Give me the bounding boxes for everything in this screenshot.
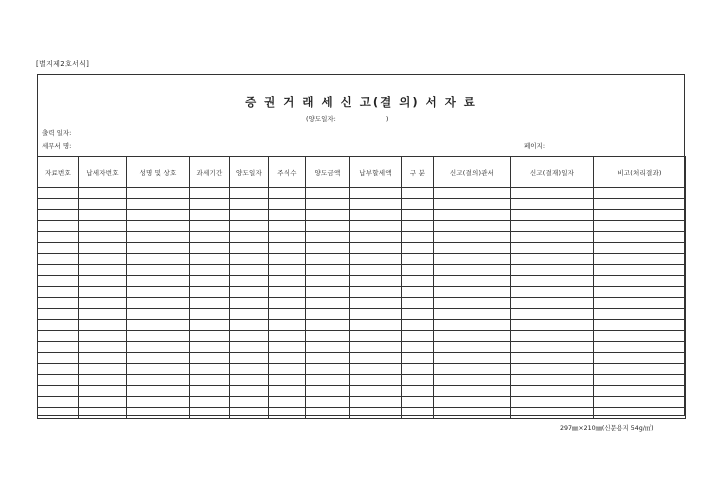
table-cell — [350, 265, 402, 276]
table-cell — [269, 375, 306, 386]
column-header-category: 구 분 — [402, 157, 434, 188]
transfer-date-close: ) — [385, 115, 389, 123]
table-cell — [434, 364, 511, 375]
table-cell — [269, 210, 306, 221]
table-cell — [402, 408, 434, 419]
table-cell — [511, 375, 594, 386]
table-cell — [594, 210, 686, 221]
table-cell — [434, 199, 511, 210]
table-cell — [594, 331, 686, 342]
table-cell — [402, 232, 434, 243]
table-cell — [511, 287, 594, 298]
table-cell — [269, 243, 306, 254]
table-cell — [190, 254, 230, 265]
table-cell — [190, 375, 230, 386]
table-row — [38, 276, 686, 287]
table-cell — [402, 364, 434, 375]
table-cell — [79, 298, 127, 309]
table-cell — [190, 287, 230, 298]
page-number-label: 페이지: — [524, 142, 546, 150]
table-cell — [190, 243, 230, 254]
table-cell — [306, 298, 350, 309]
table-cell — [350, 408, 402, 419]
table-cell — [594, 342, 686, 353]
table-cell — [434, 342, 511, 353]
table-cell — [350, 232, 402, 243]
column-header-filing-date: 신고(결재)일자 — [511, 157, 594, 188]
table-row — [38, 375, 686, 386]
table-cell — [79, 276, 127, 287]
table-cell — [402, 243, 434, 254]
table-cell — [306, 287, 350, 298]
table-cell — [511, 320, 594, 331]
column-header-shares: 주식수 — [269, 157, 306, 188]
table-cell — [79, 364, 127, 375]
table-cell — [38, 298, 79, 309]
table-cell — [230, 243, 269, 254]
table-cell — [38, 408, 79, 419]
table-cell — [350, 320, 402, 331]
table-cell — [127, 386, 190, 397]
table-cell — [306, 397, 350, 408]
output-date-label: 출력 일자: — [42, 129, 72, 137]
table-cell — [350, 386, 402, 397]
table-cell — [190, 309, 230, 320]
table-cell — [127, 408, 190, 419]
table-cell — [190, 188, 230, 199]
table-cell — [230, 298, 269, 309]
table-cell — [594, 408, 686, 419]
table-cell — [38, 386, 79, 397]
table-cell — [230, 210, 269, 221]
table-cell — [38, 309, 79, 320]
table-cell — [402, 331, 434, 342]
table-cell — [79, 210, 127, 221]
table-cell — [594, 243, 686, 254]
table-cell — [511, 408, 594, 419]
table-cell — [79, 232, 127, 243]
table-cell — [434, 232, 511, 243]
table-cell — [350, 342, 402, 353]
transfer-date-line — [306, 114, 388, 123]
table-cell — [190, 221, 230, 232]
table-cell — [402, 188, 434, 199]
table-cell — [190, 353, 230, 364]
table-cell — [350, 397, 402, 408]
table-cell — [306, 408, 350, 419]
table-cell — [38, 188, 79, 199]
table-cell — [79, 243, 127, 254]
table-cell — [190, 397, 230, 408]
table-cell — [350, 309, 402, 320]
table-cell — [79, 408, 127, 419]
table-row — [38, 210, 686, 221]
table-cell — [269, 397, 306, 408]
table-cell — [127, 221, 190, 232]
table-cell — [306, 320, 350, 331]
table-cell — [511, 199, 594, 210]
table-cell — [594, 375, 686, 386]
table-cell — [269, 232, 306, 243]
table-cell — [38, 254, 79, 265]
table-cell — [350, 298, 402, 309]
table-cell — [402, 265, 434, 276]
report-title: 증 권 거 래 세 신 고(결 의) 서 자 료 — [245, 95, 477, 109]
table-cell — [511, 254, 594, 265]
table-cell — [269, 386, 306, 397]
table-cell — [38, 276, 79, 287]
table-cell — [306, 210, 350, 221]
column-header-name: 성명 및 상호 — [127, 157, 190, 188]
table-cell — [434, 331, 511, 342]
table-cell — [269, 408, 306, 419]
table-cell — [511, 298, 594, 309]
table-cell — [594, 188, 686, 199]
table-cell — [434, 276, 511, 287]
table-cell — [38, 221, 79, 232]
table-cell — [511, 397, 594, 408]
table-cell — [434, 287, 511, 298]
table-cell — [434, 221, 511, 232]
table-cell — [594, 232, 686, 243]
table-row — [38, 386, 686, 397]
table-cell — [306, 375, 350, 386]
table-cell — [511, 188, 594, 199]
table-cell — [38, 265, 79, 276]
table-cell — [127, 309, 190, 320]
table-cell — [402, 386, 434, 397]
table-cell — [402, 221, 434, 232]
table-cell — [230, 342, 269, 353]
table-cell — [269, 298, 306, 309]
table-cell — [230, 309, 269, 320]
table-cell — [230, 364, 269, 375]
table-cell — [434, 243, 511, 254]
table-cell — [350, 353, 402, 364]
table-cell — [350, 199, 402, 210]
table-cell — [79, 342, 127, 353]
table-row — [38, 254, 686, 265]
table-cell — [79, 375, 127, 386]
table-cell — [511, 342, 594, 353]
table-cell — [350, 254, 402, 265]
table-cell — [269, 342, 306, 353]
table-cell — [350, 276, 402, 287]
table-row — [38, 353, 686, 364]
table-cell — [190, 408, 230, 419]
table-cell — [190, 331, 230, 342]
table-cell — [79, 331, 127, 342]
table-row — [38, 364, 686, 375]
table-cell — [127, 188, 190, 199]
table-cell — [127, 276, 190, 287]
table-cell — [434, 210, 511, 221]
table-cell — [230, 265, 269, 276]
table-row — [38, 408, 686, 419]
table-cell — [402, 309, 434, 320]
table-cell — [38, 232, 79, 243]
table-cell — [306, 265, 350, 276]
table-cell — [190, 265, 230, 276]
table-row — [38, 342, 686, 353]
table-cell — [306, 353, 350, 364]
table-cell — [306, 188, 350, 199]
table-cell — [230, 188, 269, 199]
table-cell — [434, 353, 511, 364]
table-cell — [402, 254, 434, 265]
table-cell — [350, 331, 402, 342]
table-cell — [38, 364, 79, 375]
table-cell — [269, 309, 306, 320]
table-cell — [230, 331, 269, 342]
table-row — [38, 265, 686, 276]
table-cell — [402, 353, 434, 364]
table-cell — [79, 320, 127, 331]
report-frame — [37, 74, 685, 416]
table-cell — [350, 188, 402, 199]
table-row — [38, 287, 686, 298]
table-cell — [594, 386, 686, 397]
table-cell — [402, 397, 434, 408]
table-cell — [230, 408, 269, 419]
table-cell — [38, 353, 79, 364]
table-cell — [38, 199, 79, 210]
table-cell — [306, 331, 350, 342]
table-cell — [511, 386, 594, 397]
table-cell — [79, 188, 127, 199]
table-cell — [269, 320, 306, 331]
table-cell — [594, 221, 686, 232]
table-row — [38, 232, 686, 243]
table-cell — [511, 210, 594, 221]
table-cell — [127, 342, 190, 353]
table-cell — [79, 265, 127, 276]
table-cell — [190, 276, 230, 287]
table-cell — [230, 276, 269, 287]
table-cell — [350, 287, 402, 298]
transfer-date-label: (양도일자: — [306, 115, 336, 123]
column-header-tax-payable: 납부할세액 — [350, 157, 402, 188]
table-cell — [269, 221, 306, 232]
table-cell — [511, 265, 594, 276]
table-cell — [127, 331, 190, 342]
table-row — [38, 188, 686, 199]
table-row — [38, 397, 686, 408]
table-cell — [350, 210, 402, 221]
table-cell — [306, 243, 350, 254]
table-cell — [269, 353, 306, 364]
table-cell — [434, 309, 511, 320]
table-row — [38, 331, 686, 342]
table-cell — [190, 320, 230, 331]
table-cell — [230, 375, 269, 386]
table-cell — [127, 375, 190, 386]
table-cell — [269, 254, 306, 265]
table-cell — [434, 397, 511, 408]
table-cell — [594, 364, 686, 375]
table-cell — [79, 397, 127, 408]
table-cell — [511, 364, 594, 375]
table-cell — [269, 287, 306, 298]
table-cell — [434, 408, 511, 419]
table-cell — [402, 375, 434, 386]
table-cell — [306, 276, 350, 287]
table-cell — [79, 309, 127, 320]
table-cell — [306, 309, 350, 320]
table-row — [38, 221, 686, 232]
table-body — [38, 188, 686, 419]
table-cell — [190, 298, 230, 309]
table-cell — [190, 232, 230, 243]
table-cell — [230, 232, 269, 243]
table-cell — [127, 243, 190, 254]
table-cell — [306, 364, 350, 375]
table-cell — [269, 364, 306, 375]
table-cell — [127, 232, 190, 243]
table-cell — [230, 320, 269, 331]
table-cell — [402, 320, 434, 331]
table-cell — [38, 243, 79, 254]
table-cell — [230, 353, 269, 364]
table-row — [38, 243, 686, 254]
table-cell — [190, 210, 230, 221]
column-header-transfer-amount: 양도금액 — [306, 157, 350, 188]
table-cell — [79, 199, 127, 210]
table-cell — [306, 254, 350, 265]
tax-office-label: 세무서 명: — [42, 142, 72, 150]
table-cell — [79, 353, 127, 364]
table-cell — [190, 386, 230, 397]
table-cell — [38, 210, 79, 221]
table-cell — [402, 287, 434, 298]
table-cell — [38, 320, 79, 331]
table-cell — [511, 353, 594, 364]
table-cell — [511, 221, 594, 232]
table-cell — [127, 353, 190, 364]
table-cell — [594, 276, 686, 287]
table-cell — [402, 210, 434, 221]
column-header-transfer-date: 양도일자 — [230, 157, 269, 188]
table-cell — [306, 221, 350, 232]
table-cell — [190, 364, 230, 375]
table-cell — [38, 342, 79, 353]
column-header-filing-office: 신고(결의)관서 — [434, 157, 511, 188]
table-cell — [306, 342, 350, 353]
table-cell — [402, 298, 434, 309]
table-cell — [594, 353, 686, 364]
table-cell — [402, 276, 434, 287]
table-cell — [127, 298, 190, 309]
table-cell — [594, 309, 686, 320]
table-cell — [127, 254, 190, 265]
table-cell — [269, 276, 306, 287]
data-table — [37, 156, 686, 419]
table-cell — [269, 265, 306, 276]
table-cell — [269, 331, 306, 342]
table-cell — [594, 254, 686, 265]
table-cell — [594, 298, 686, 309]
table-cell — [230, 287, 269, 298]
table-cell — [434, 320, 511, 331]
column-header-taxpayer-no: 납세자번호 — [79, 157, 127, 188]
table-cell — [38, 287, 79, 298]
table-cell — [230, 386, 269, 397]
table-cell — [434, 265, 511, 276]
table-cell — [127, 199, 190, 210]
table-cell — [306, 199, 350, 210]
table-cell — [434, 386, 511, 397]
table-cell — [127, 287, 190, 298]
column-header-tax-period: 과세기간 — [190, 157, 230, 188]
table-cell — [190, 199, 230, 210]
column-header-record-no: 자료번호 — [38, 157, 79, 188]
form-number-label: [별지제2호서식] — [36, 60, 90, 68]
table-cell — [594, 199, 686, 210]
table-cell — [230, 254, 269, 265]
table-cell — [127, 320, 190, 331]
table-cell — [434, 298, 511, 309]
table-cell — [511, 232, 594, 243]
table-cell — [190, 342, 230, 353]
table-row — [38, 309, 686, 320]
table-header-row — [38, 157, 686, 188]
table-cell — [306, 386, 350, 397]
table-cell — [230, 397, 269, 408]
paper-spec-note: 297㎜×210㎜(신문용지 54g/㎡) — [560, 425, 654, 432]
table-cell — [127, 210, 190, 221]
table-cell — [594, 320, 686, 331]
table-cell — [79, 386, 127, 397]
table-cell — [350, 221, 402, 232]
table-cell — [230, 221, 269, 232]
table-cell — [402, 199, 434, 210]
table-cell — [38, 375, 79, 386]
table-cell — [306, 232, 350, 243]
table-cell — [79, 221, 127, 232]
table-cell — [511, 243, 594, 254]
table-cell — [350, 375, 402, 386]
table-row — [38, 298, 686, 309]
table-cell — [434, 254, 511, 265]
table-cell — [511, 309, 594, 320]
table-cell — [38, 331, 79, 342]
table-cell — [350, 243, 402, 254]
table-cell — [269, 188, 306, 199]
table-cell — [127, 364, 190, 375]
column-header-remarks: 비고(처리결과) — [594, 157, 686, 188]
table-cell — [434, 188, 511, 199]
table-row — [38, 320, 686, 331]
table-cell — [511, 331, 594, 342]
table-cell — [230, 199, 269, 210]
table-cell — [269, 199, 306, 210]
table-cell — [79, 254, 127, 265]
table-row — [38, 199, 686, 210]
table-cell — [350, 364, 402, 375]
table-cell — [594, 397, 686, 408]
table-cell — [127, 397, 190, 408]
table-cell — [594, 265, 686, 276]
table-cell — [127, 265, 190, 276]
table-cell — [594, 287, 686, 298]
table-cell — [79, 287, 127, 298]
table-cell — [434, 375, 511, 386]
table-cell — [402, 342, 434, 353]
table-cell — [38, 397, 79, 408]
table-cell — [511, 276, 594, 287]
